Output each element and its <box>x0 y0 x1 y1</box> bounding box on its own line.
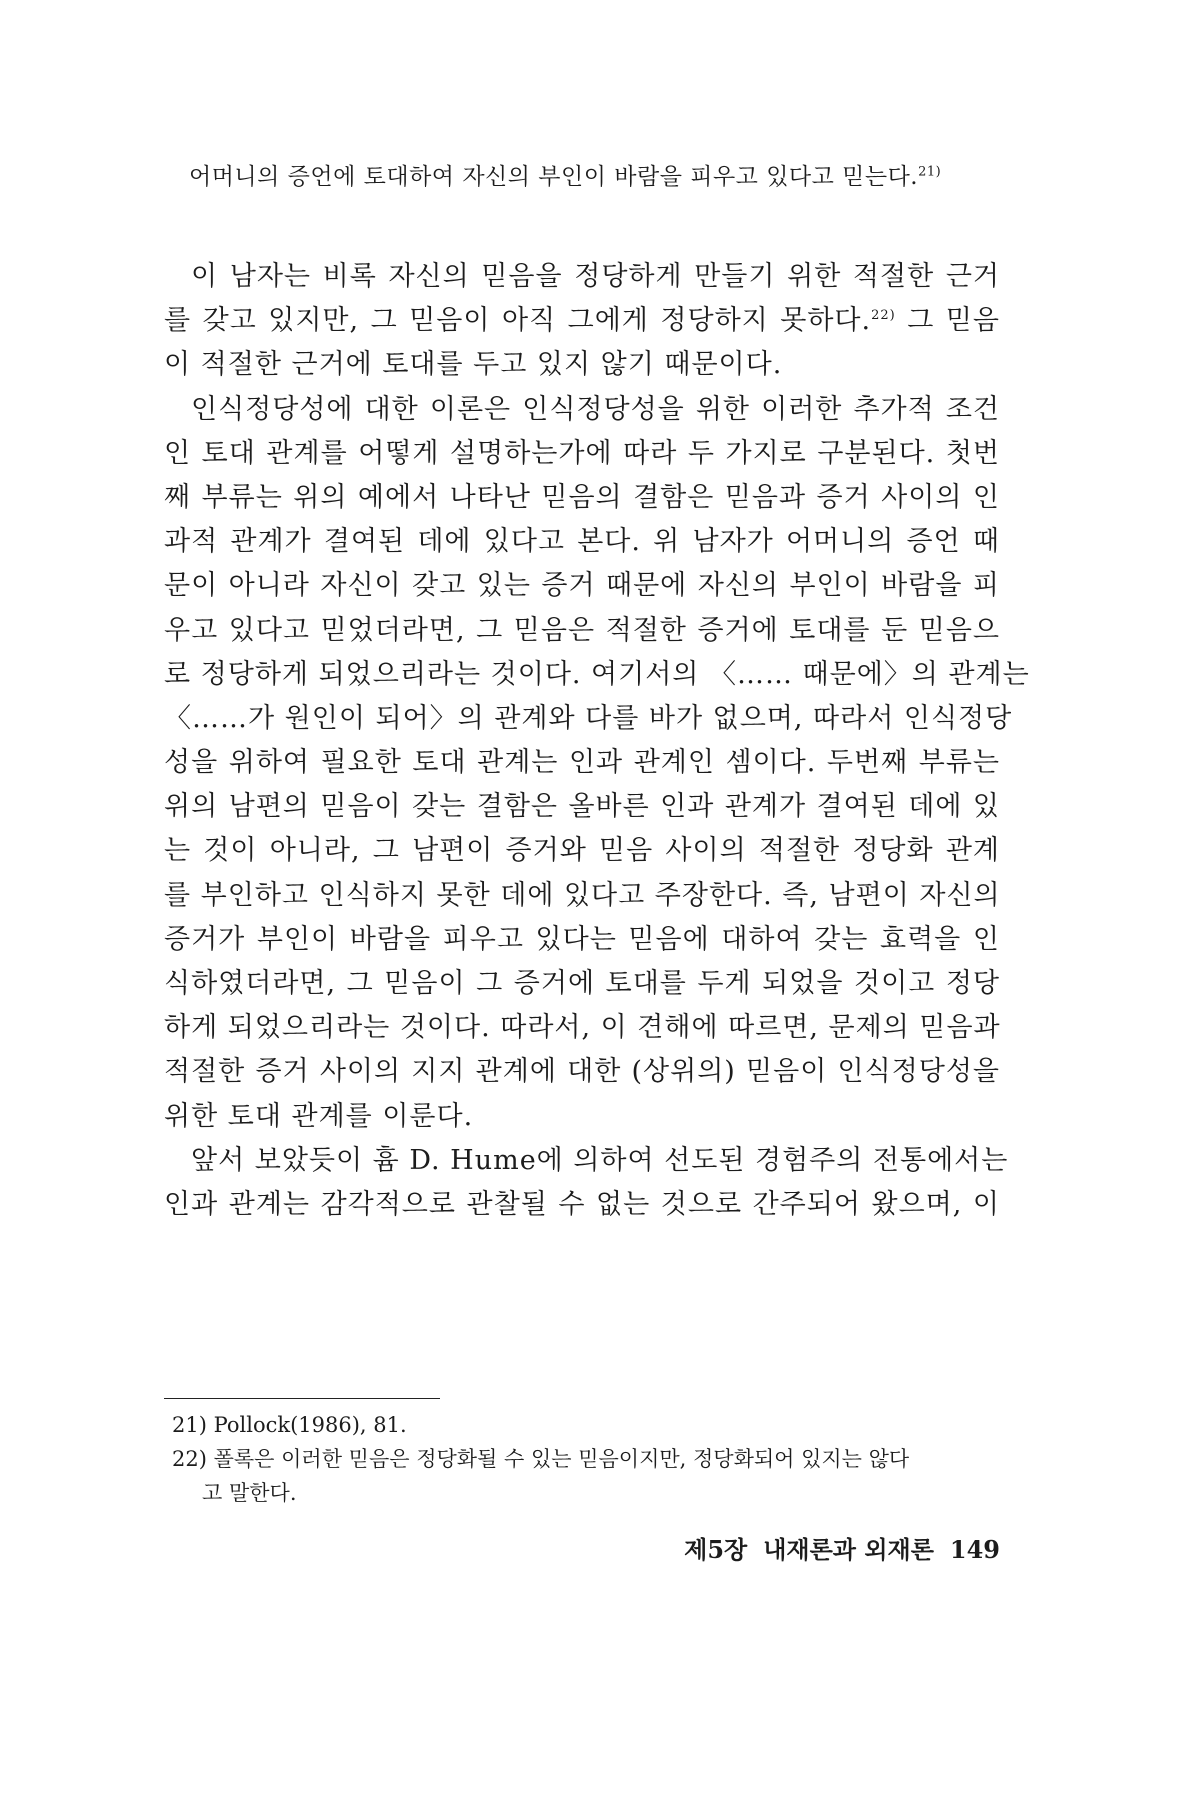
footnote-22: 22) 폴록은 이러한 믿음은 정당화될 수 있는 믿음이지만, 정당화되어 있지는 않다 <box>172 1447 910 1471</box>
running-footer <box>660 1530 1000 1565</box>
footnote-ref-22: 22) <box>871 308 896 324</box>
body-line: 식하였더라면, 그 믿음이 그 증거에 토대를 두게 되었을 것이고 정당 <box>164 968 1000 999</box>
body-line: 째 부류는 위의 예에서 나타난 믿음의 결함은 믿음과 증거 사이의 인 <box>164 481 1000 513</box>
body-line: 문이 아니라 자신이 갖고 있는 증거 때문에 자신의 부인이 바람을 피 <box>164 570 1000 602</box>
body-line: 는 것이 아니라, 그 남편이 증거와 믿음 사이의 적절한 정당화 관계 <box>164 835 1000 867</box>
body-line: 위의 남편의 믿음이 갖는 결함은 올바른 인과 관계가 결여된 데에 있 <box>164 791 1000 823</box>
footnotes <box>172 1408 1000 1510</box>
body-line: 이 남자는 비록 자신의 믿음을 정당하게 만들기 위한 적절한 근거 <box>191 261 1000 292</box>
body-line: 하게 되었으리라는 것이다. 따라서, 이 견해에 따르면, 문제의 믿음과 <box>164 1012 1001 1044</box>
body-line: 우고 있다고 믿었더라면, 그 믿음은 적절한 증거에 토대를 둔 믿음으 <box>164 614 1000 646</box>
chapter-label: 제5장 <box>684 1535 748 1564</box>
body-text <box>164 255 1030 1227</box>
body-line: 앞서 보았듯이 흄 D. Hume에 의하여 선도된 경험주의 전통에서는 <box>191 1144 1009 1176</box>
body-line: 를 부인하고 인식하지 못한 데에 있다고 주장한다. 즉, 남편이 자신의 <box>164 879 1001 911</box>
body-line: 위한 토대 관계를 이룬다. <box>164 1100 474 1132</box>
block-quote <box>189 160 1009 194</box>
body-line: 적절한 증거 사이의 지지 관계에 대한 (상위의) 믿음이 인식정당성을 <box>164 1056 1000 1088</box>
body-line: 인과 관계는 감각적으로 관찰될 수 없는 것으로 간주되어 왔으며, 이 <box>164 1188 1000 1220</box>
body-line: 를 갖고 있지만, 그 믿음이 아직 그에게 정당하지 못하다.$^{22)}$ 그 믿음 <box>164 305 1000 337</box>
footnote-22-continuation: 고 말한다. <box>202 1481 297 1505</box>
body-line: 로 정당하게 되었으리라는 것이다. 여기서의 〈…… 때문에〉의 관계는 <box>164 658 1030 690</box>
body-line: 인 토대 관계를 어떻게 설명하는가에 따라 두 가지로 구분된다. 첫번 <box>164 437 1000 469</box>
footnote-ref-21: 21) <box>918 164 942 180</box>
body-line: 〈……가 원인이 되어〉의 관계와 다를 바가 없으며, 따라서 인식정당 <box>164 702 1013 734</box>
quote-text: 어머니의 증언에 토대하여 자신의 부인이 바람을 피우고 있다고 믿는다. <box>189 164 919 190</box>
footnote-21: 21) Pollock(1986), 81. <box>172 1413 407 1437</box>
body-line: 인식정당성에 대한 이론은 인식정당성을 위한 이러한 추가적 조건 <box>191 393 1000 425</box>
page-number: 149 <box>949 1535 1000 1564</box>
body-line: 성을 위하여 필요한 토대 관계는 인과 관계인 셈이다. 두번째 부류는 <box>164 747 1000 779</box>
body-line: 이 적절한 근거에 토대를 두고 있지 않기 때문이다. <box>164 349 783 381</box>
footnote-divider <box>164 1398 440 1399</box>
body-line: 과적 관계가 결여된 데에 있다고 본다. 위 남자가 어머니의 증언 때 <box>164 526 1000 558</box>
body-line: 증거가 부인이 바람을 피우고 있다는 믿음에 대하여 갖는 효력을 인 <box>164 923 1000 955</box>
chapter-title: 내재론과 외재론 <box>763 1535 934 1564</box>
